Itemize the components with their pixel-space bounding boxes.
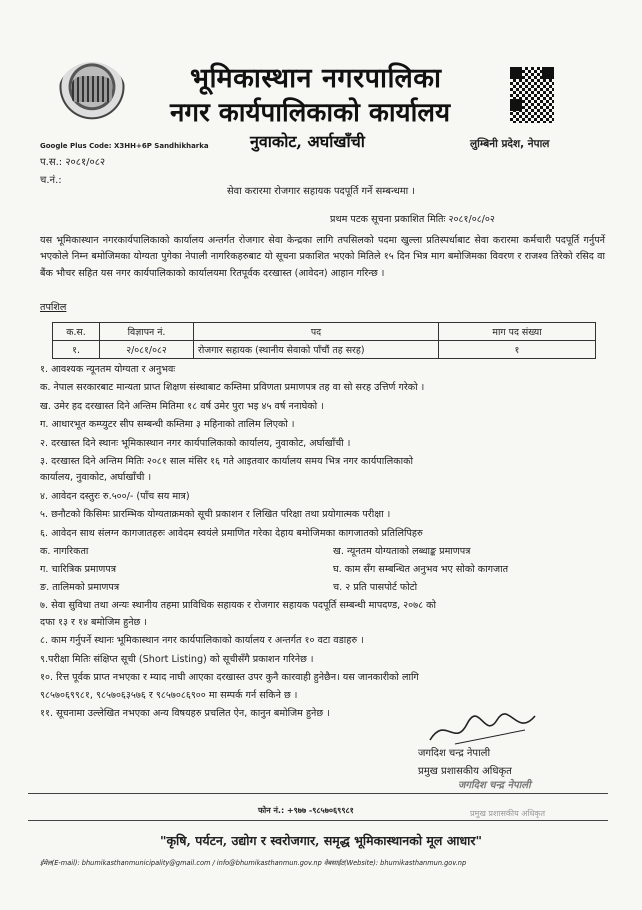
signatory-name: जगदिश चन्द्र नेपाली [418, 748, 491, 759]
letter-number: प.स.: २०८१/०८२ [40, 157, 106, 168]
list-item: ख. उमेर हद दरखास्त दिने अन्तिम मितिमा १८ वर्ष उमेर पुरा भइ ४५ वर्ष ननाघेको । [40, 401, 324, 412]
list-item: २. दरखास्त दिने स्थानः भूमिकास्थान नगर कार्यपालिकाको कार्यालय, नुवाकोट, अर्घाखाँची । [40, 438, 351, 449]
footer-stamp: प्रमुख प्रशासकीय अधिकृत [470, 809, 546, 818]
intro-paragraph: यस भूमिकास्थान नगरकार्यपालिकाको कार्यालय अन्तर्गत रोजगार सेवा केन्द्रका लागि तपसिलको पदमा खुल्ला प्रतिस्पर्धाबाट सेवा करारमा कर्मचारी पदपूर्ति गर्नुपर्ने भएकोले निम्न बमोजिमका योग्यता पुगेका नेपाली नागरिकहरुबाट यो सूचना प्रकाशित भएको मितिले १५ दिन भित्र माग बमोजिमका विवरण र राजश्व तिरेको रसिद वा बैंक भौचर सहित यस नगर कार्यपालिकाको कार्यालयमा रितपूर्वक दरखास्त (आवेदन) आहान गरिन्छ । [40, 235, 605, 279]
table-cell: १. [53, 341, 100, 359]
table-header-row [53, 323, 596, 341]
dispatch-number: च.नं.: [40, 175, 62, 186]
list-item: कार्यालय, नुवाकोट, अर्घाखाँची । [40, 472, 152, 483]
document-item: ग. चारित्रिक प्रमाणपत्र [40, 564, 117, 575]
list-item: ८. काम गर्नुपर्ने स्थानः भूमिकास्थान नगर कार्यपालिकाको कार्यालय र अन्तर्गत १० वटा वडाहरु । [40, 635, 364, 646]
table-header: क.स. [53, 323, 100, 341]
table-cell: १ [439, 341, 596, 359]
province-label: लुम्बिनी प्रदेश, नेपाल [470, 138, 550, 150]
document-item: ङ. तालिमको प्रमाणपत्र [40, 582, 120, 593]
signatory-title: प्रमुख प्रशासकीय अधिकृत [418, 766, 512, 777]
list-item: ३. दरखास्त दिने अन्तिम मितिः २०८१ साल मंसिर १६ गते आइतवार कार्यालय समय भित्र नगर कार्यपालिकाको [40, 456, 413, 467]
list-item: ११. सूचनामा उल्लेखित नभएका अन्य विषयहरु प्रचलित ऐन, कानुन बमोजिम हुनेछ । [40, 708, 330, 719]
table-header: विज्ञापन नं. [100, 323, 194, 341]
footer-slogan: "कृषि, पर्यटन, उद्योग र स्वरोजगार, समृद्ध भूमिकास्थानको मूल आधार" [159, 833, 483, 848]
list-item: दफा १३ र १४ बमोजिम हुनेछ । [40, 617, 147, 628]
list-item: १०. रित्त पूर्वक प्राप्त नभएका र म्याद नाघी आएका दरखास्त उपर कुनै कारवाही हुनेछैन। यस जानकारीको लागि [40, 672, 419, 683]
plus-code: Google Plus Code: X3HH+6P Sandhikharka [40, 142, 209, 150]
list-item: ५. छनौटको किसिमः प्रारम्भिक योग्यताक्रमको सूची प्रकाशन र लिखित परिक्षा तथा प्रयोगात्मक परीक्षा । [40, 509, 391, 520]
footer-divider [28, 793, 608, 794]
table-header: पद [194, 323, 439, 341]
document-item: क. नागरिकता [40, 546, 89, 557]
table-row [53, 341, 596, 359]
list-item: ७. सेवा सुविधा तथा अन्यः स्थानीय तहमा प्राविधिक सहायक र रोजगार सहायक पदपूर्ति सम्बन्धी मापदण्ड, २०७८ को [40, 600, 437, 611]
table-cell: रोजगार सहायक (स्थानीय सेवाको पाँचौं तह सरह) [194, 341, 439, 359]
footer-divider [28, 820, 608, 821]
qr-code-icon [510, 67, 554, 123]
municipality-title: भूमिकास्थान नगरपालिका [190, 63, 442, 94]
list-item: ९८५७०६९९८१, ९८५७०६३५७६ र ९८५७०८६९०० मा सम्पर्क गर्न सकिने छ । [40, 690, 298, 701]
list-item: १. आवश्यक न्यूनतम योग्यता र अनुभवः [40, 364, 176, 375]
list-item: ग. आधारभूत कम्प्युटर सीप सम्बन्धी कम्तिमा ३ महिनाको तालिम लिएको । [40, 419, 295, 430]
document-item: ख. न्यूनतम योग्यताको लब्धाङ्क प्रमाणपत्र [333, 546, 471, 557]
signature-icon [425, 710, 545, 750]
list-item: ६. आवेदन साथ संलग्न कागजातहरुः आवेदम स्वयंले प्रमाणित गरेका देहाय बमोजिमका कागजातको प्रतिलिपिहरु [40, 528, 423, 539]
name-stamp: जगदिश चन्द्र नेपाली [458, 780, 531, 791]
document-item: घ. काम सँग सम्बन्धित अनुभव भए सोको कागजात [333, 564, 509, 575]
office-address: नुवाकोट, अर्घाखाँची [250, 132, 365, 151]
office-title: नगर कार्यपालिकाको कार्यालय [170, 98, 451, 128]
table-cell: २/०८१/०८२ [100, 341, 194, 359]
footer-contact: ईमेल(E-mail): bhumikasthanmunicipality@gmail.com / info@bhumikasthanmun.gov.np वेबसाईट(Website): bhumikasthanmun.gov.np [40, 859, 467, 867]
document-item: च. २ प्रति पासपोर्ट फोटो [333, 582, 418, 593]
table-header: माग पद संख्या [439, 323, 596, 341]
list-item: क. नेपाल सरकारबाट मान्यता प्राप्त शिक्षण संस्थाबाट कम्तिमा प्रविणता प्रमाणपत्र तह वा सो सरह उत्तिर्ण गरेको । [40, 382, 425, 393]
published-date: प्रथम पटक सूचना प्रकाशित मितिः २०८१/०८/०२ [330, 214, 495, 225]
list-item: ९.परीक्षा मितिः संक्षिप्त सूची (Short Listing) को सूचीसँगै प्रकाशन गरिनेछ । [40, 654, 314, 665]
government-emblem-icon [58, 62, 126, 124]
details-heading: तपशिल [40, 302, 67, 313]
notice-subject: सेवा करारमा रोजगार सहायक पदपूर्ति गर्ने सम्बन्धमा । [227, 186, 415, 197]
vacancy-table [52, 322, 596, 359]
list-item: ४. आवेदन दस्तुरः रु.५००/- (पाँच सय मात्र) [40, 491, 190, 502]
footer-phone: फोन नं.: +९७७ -९८५७०६९९८१ [258, 806, 354, 815]
